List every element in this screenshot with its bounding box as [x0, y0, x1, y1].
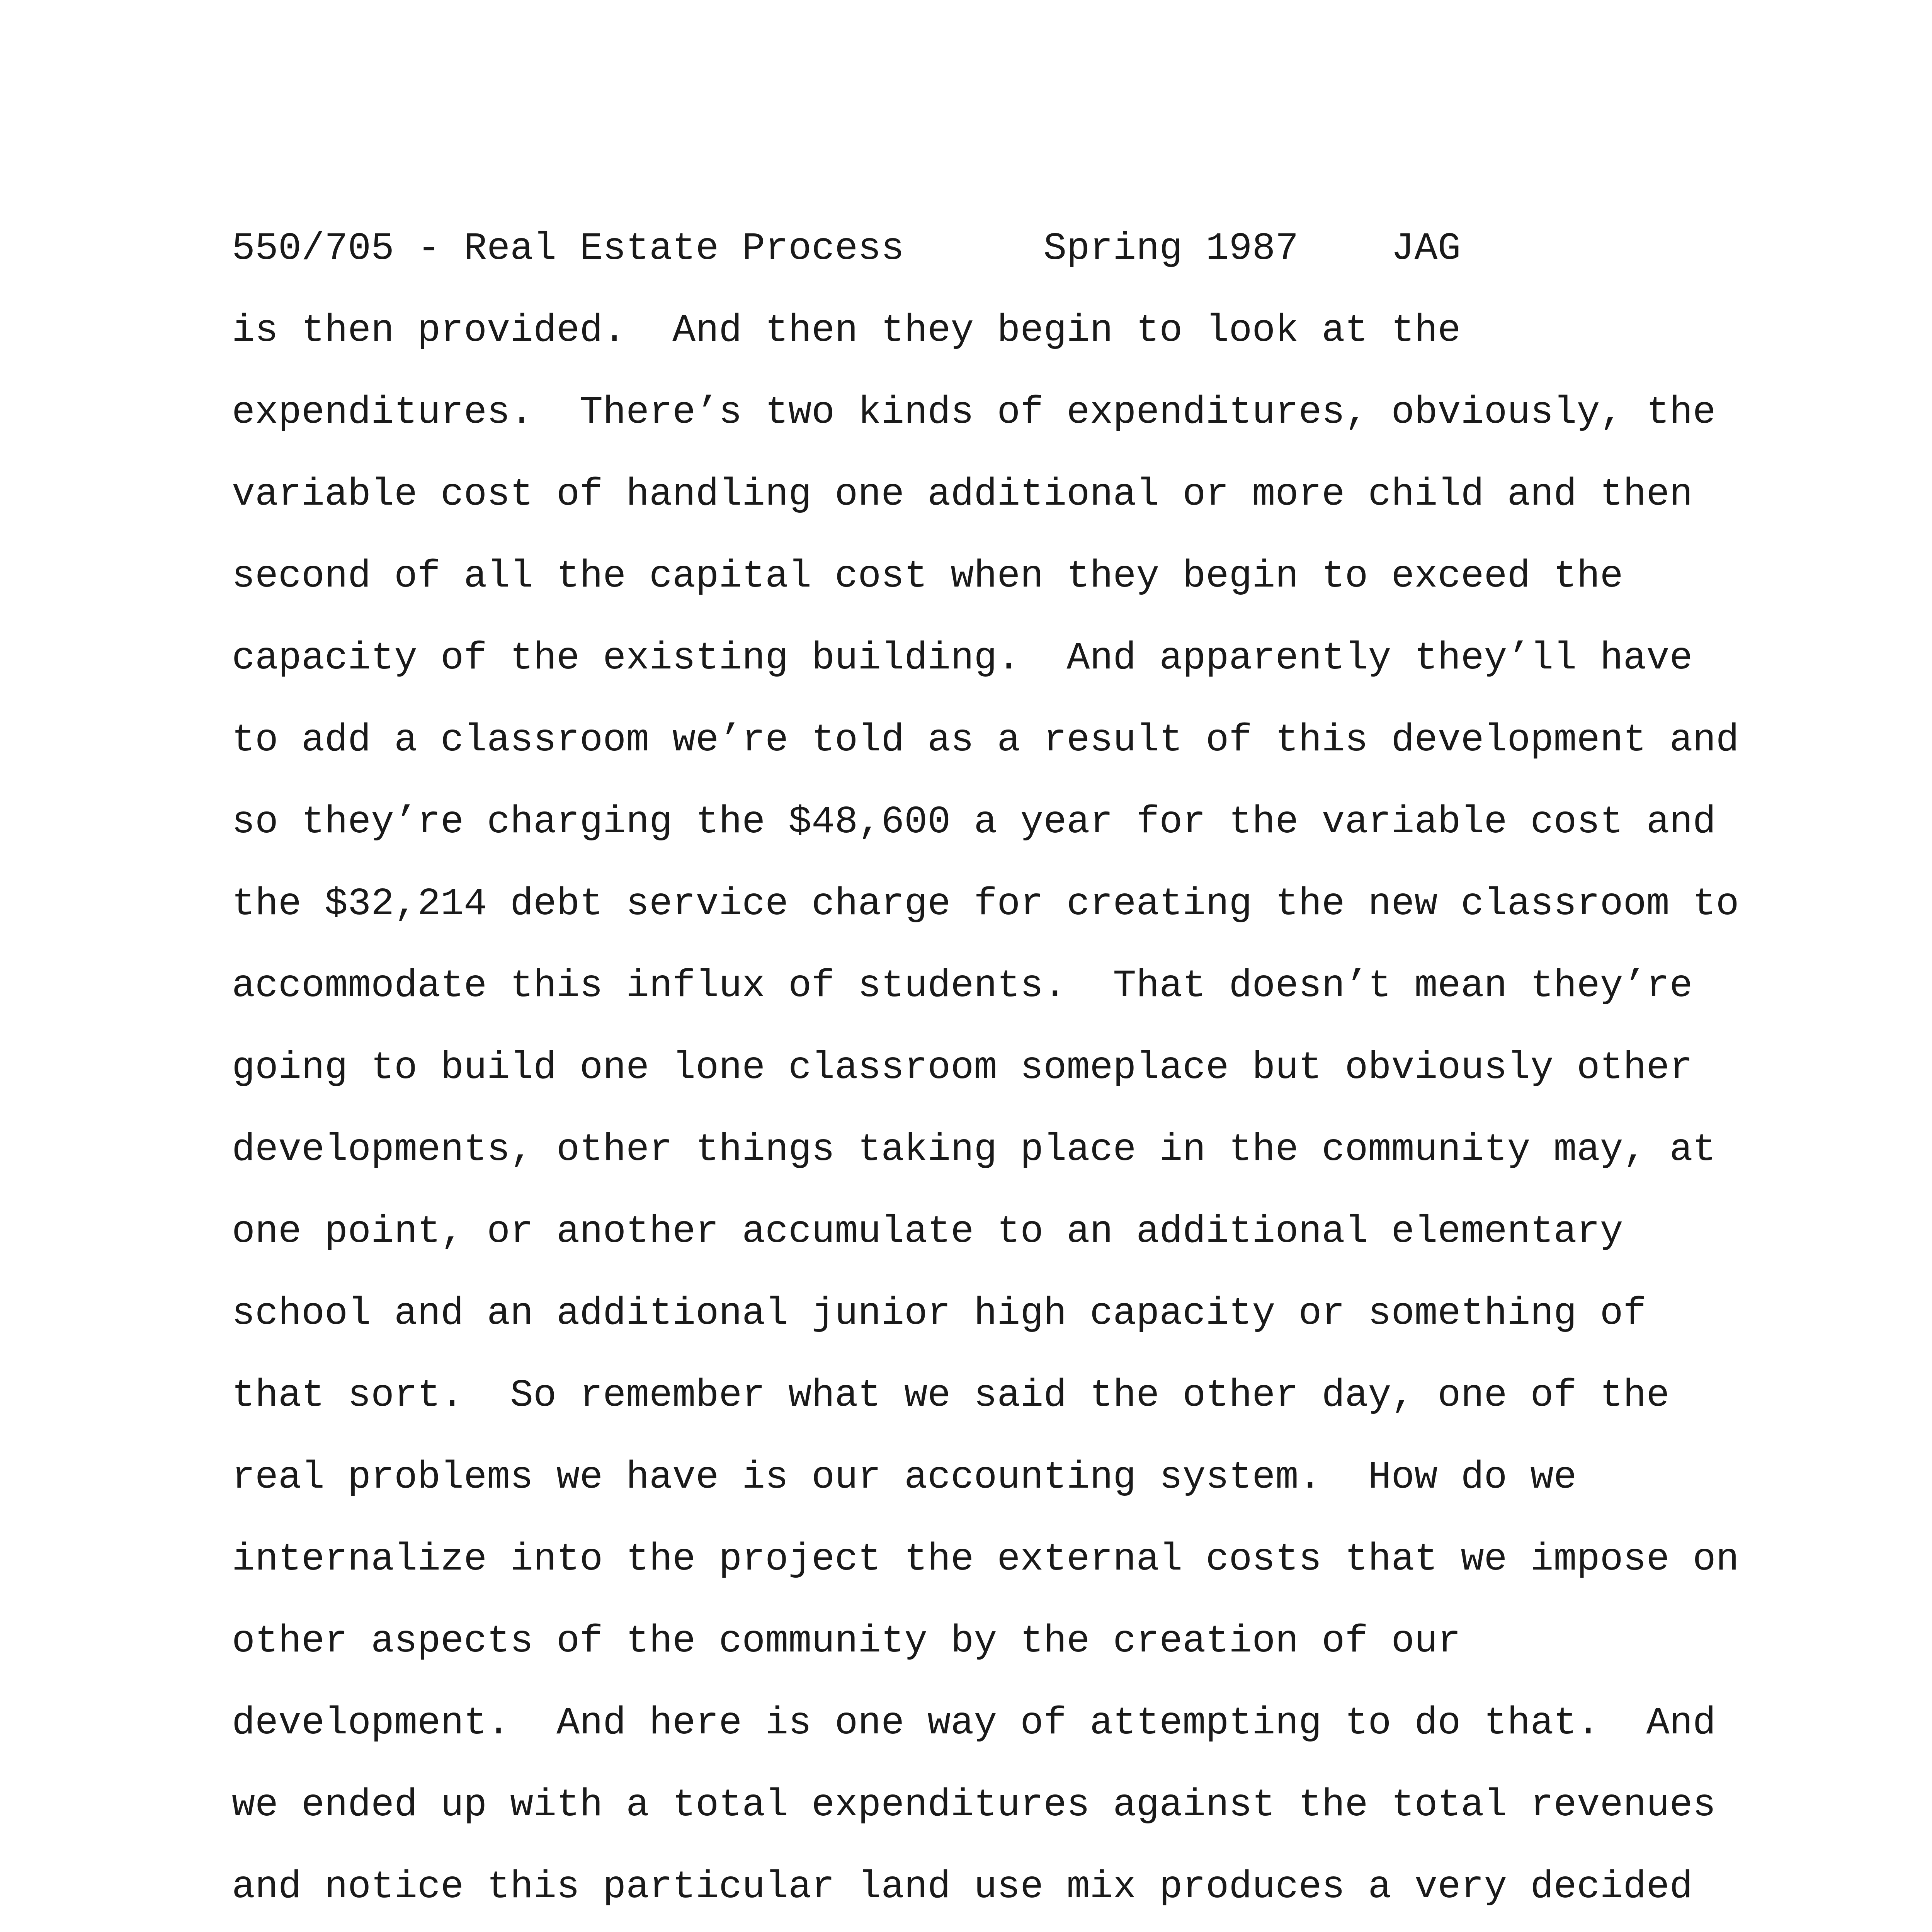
- header-gap: [904, 227, 1043, 271]
- text-line: we ended up with a total expenditures against the total revenues: [232, 1784, 1716, 1827]
- text-line: other aspects of the community by the creation of our: [232, 1620, 1461, 1663]
- text-line: development. And here is one way of attempting to do that. And: [232, 1702, 1716, 1745]
- text-line: capacity of the existing building. And apparently they’ll have: [232, 637, 1693, 680]
- text-line: to add a classroom we’re told as a result of this development and: [232, 719, 1739, 762]
- text-line: accommodate this influx of students. That doesn’t mean they’re: [232, 964, 1693, 1008]
- header-term: Spring 1987: [1043, 227, 1299, 271]
- text-line: that sort. So remember what we said the other day, one of the: [232, 1374, 1670, 1418]
- text-line: school and an additional junior high capacity or something of: [232, 1292, 1646, 1336]
- transcript-body: [232, 308, 1777, 1932]
- text-line: developments, other things taking place in the community may, at: [232, 1128, 1716, 1172]
- header-gap: [1298, 227, 1391, 271]
- text-line: the $32,214 debt service charge for creating the new classroom to: [232, 883, 1739, 926]
- running-header: [232, 226, 1461, 272]
- text-line: is then provided. And then they begin to look at the: [232, 309, 1461, 353]
- header-initials: JAG: [1391, 227, 1461, 271]
- header-course: 550/705 - Real Estate Process: [232, 227, 905, 271]
- text-line: one point, or another accumulate to an additional elementary: [232, 1210, 1623, 1254]
- text-line: real problems we have is our accounting system. How do we: [232, 1456, 1577, 1500]
- text-line: expenditures. There’s two kinds of expenditures, obviously, the: [232, 391, 1716, 435]
- text-line: variable cost of handling one additional or more child and then: [232, 473, 1693, 517]
- text-line: internalize into the project the external costs that we impose on: [232, 1538, 1739, 1582]
- text-line: and notice this particular land use mix produces a very decided: [232, 1866, 1693, 1909]
- text-line: so they’re charging the $48,600 a year for the variable cost and: [232, 801, 1716, 844]
- text-line: going to build one lone classroom someplace but obviously other: [232, 1046, 1693, 1090]
- text-line: second of all the capital cost when they begin to exceed the: [232, 555, 1623, 599]
